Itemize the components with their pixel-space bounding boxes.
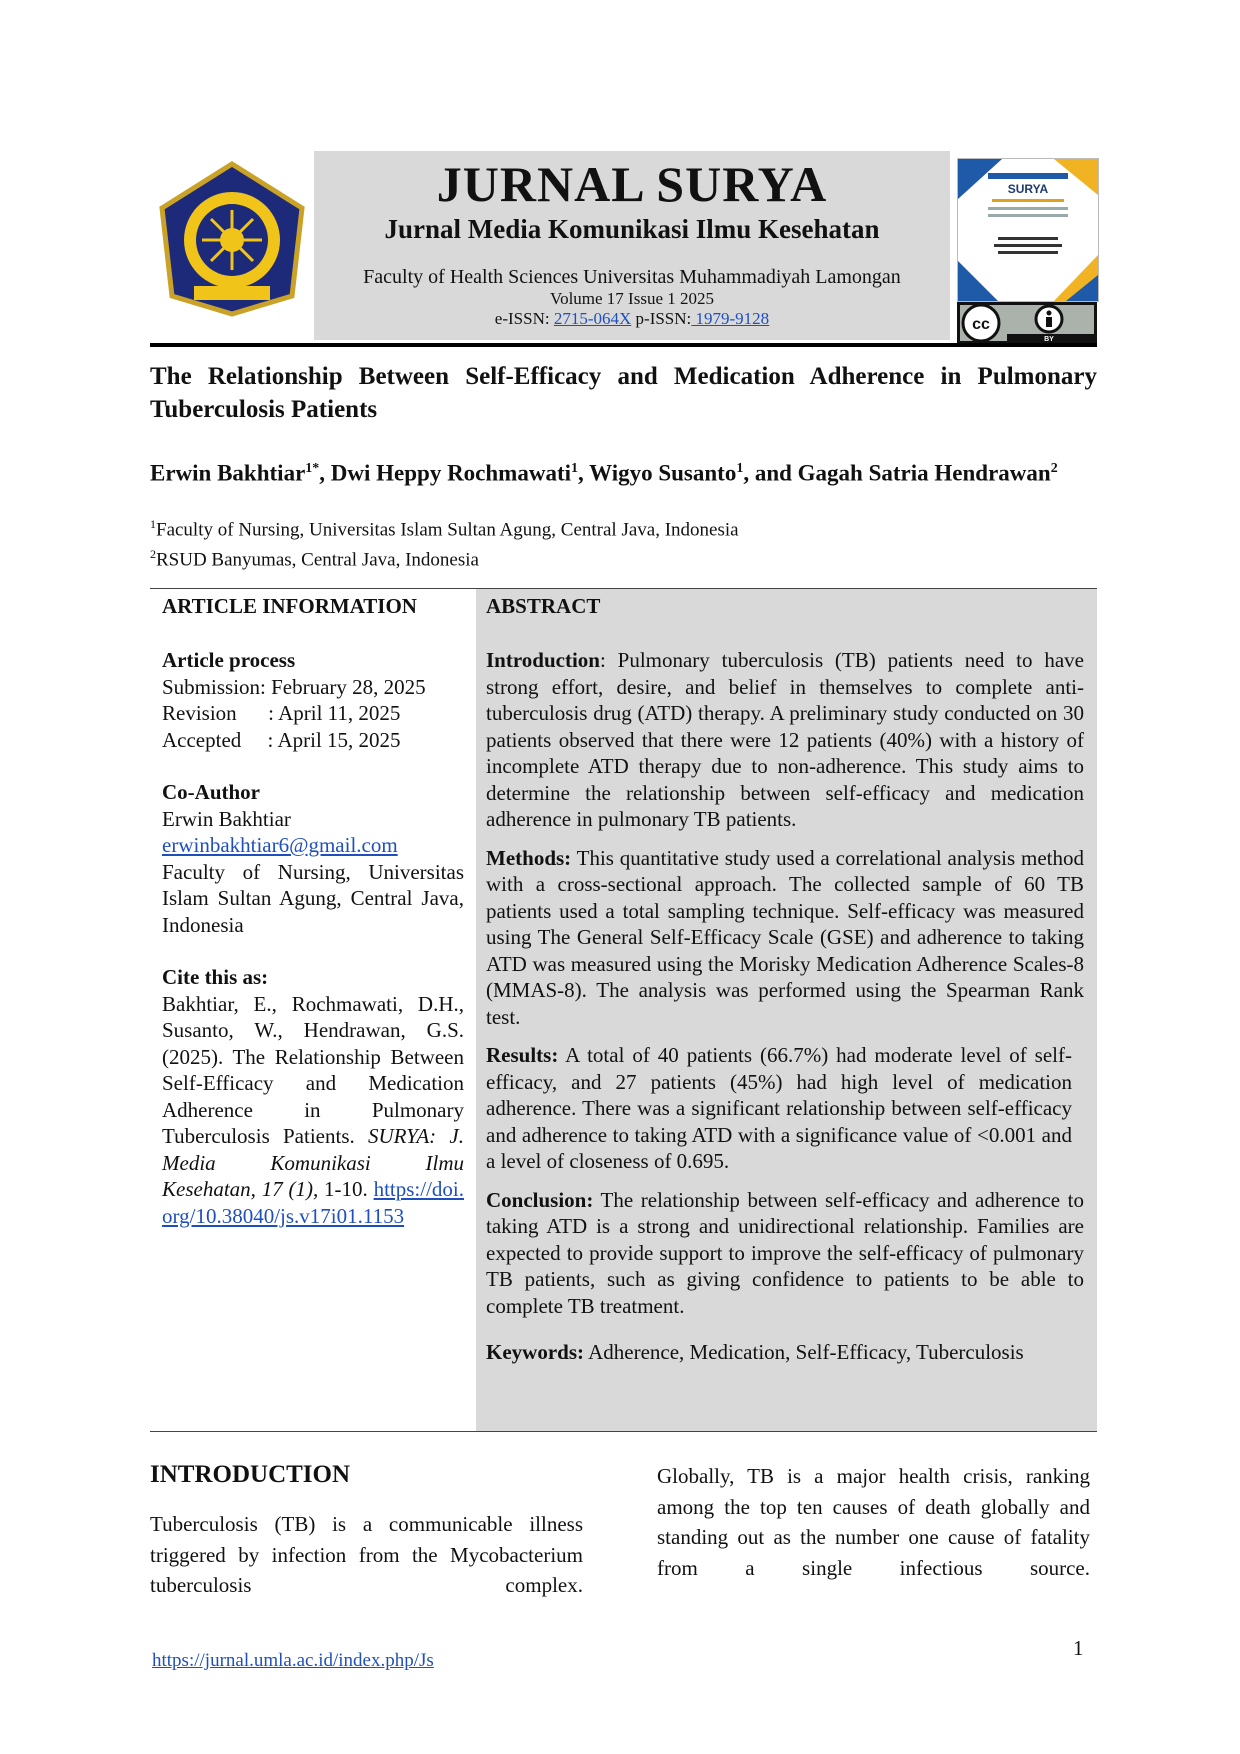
- accepted-date: Accepted : April 15, 2025: [162, 727, 401, 752]
- abstract-methods: [486, 845, 1084, 1031]
- abstract-results: [486, 1042, 1084, 1175]
- info-box-bottom-rule: [150, 1431, 1097, 1432]
- abstract-conclusion: [486, 1187, 1084, 1320]
- article-process-section: [162, 647, 464, 753]
- university-logo: [152, 160, 312, 318]
- author-name: Dwi Heppy Rochmawati: [330, 460, 572, 486]
- eissn-label: e-ISSN:: [494, 309, 554, 328]
- header-rule: [150, 343, 1097, 347]
- affiliation-item: [150, 512, 1097, 542]
- pissn-link[interactable]: 1979-9128: [691, 309, 770, 328]
- keywords-label: Keywords:: [486, 1340, 584, 1364]
- coauthor-affiliation: Faculty of Nursing, Universitas Islam Sultan Agung, Central Java, Indonesia: [162, 859, 464, 937]
- citation-section: [162, 964, 464, 1229]
- svg-text:BY: BY: [1044, 336, 1054, 343]
- faculty-name: Faculty of Health Sciences Universitas Muhammadiyah Lamongan: [363, 266, 901, 288]
- methods-label: Methods:: [486, 845, 572, 870]
- results-label: Results:: [486, 1043, 559, 1067]
- introduction-right-column: Globally, TB is a major health crisis, ranking among the top ten causes of death globally and standing out as the number one cause of fatality from a single infectious source.: [657, 1464, 1090, 1580]
- affiliation-text: Faculty of Nursing, Universitas Islam Sultan Agung, Central Java, Indonesia: [156, 519, 739, 541]
- introduction-left-column: Tuberculosis (TB) is a communicable illness triggered by infection from the Mycobacterium tuberculosis complex.: [150, 1512, 583, 1597]
- keywords-text: Adherence, Medication, Self-Efficacy, Tuberculosis: [584, 1340, 1024, 1364]
- affiliation-sup: 1: [150, 517, 156, 531]
- affiliation-list: [150, 512, 1097, 573]
- journal-cover-thumbnail: [957, 158, 1099, 302]
- journal-subtitle: Jurnal Media Komunikasi Ilmu Kesehatan: [384, 214, 880, 244]
- coauthor-heading: Co-Author: [162, 780, 260, 804]
- citation-journal: SURYA: J. Media Komunikasi Ilmu Kesehatan, 17 (1),: [162, 1124, 464, 1201]
- author-sup: 1*: [305, 461, 320, 476]
- cover-title: SURYA: [1007, 182, 1049, 196]
- author-separator: ,: [319, 460, 331, 486]
- svg-text:cc: cc: [972, 316, 990, 333]
- affiliation-sup: 2: [150, 547, 156, 562]
- eissn-link[interactable]: 2715-064X: [553, 309, 632, 328]
- author-sup: 1: [571, 461, 579, 476]
- abstract-introduction: [486, 647, 1084, 833]
- intro-label: Introduction: [486, 648, 600, 672]
- page-number: 1: [1073, 1636, 1084, 1660]
- author-separator: , and: [743, 460, 798, 486]
- author-separator: ,: [578, 460, 590, 486]
- author-sup: 2: [1050, 461, 1058, 476]
- journal-title: JURNAL SURYA: [436, 156, 828, 212]
- abstract-heading: ABSTRACT: [486, 594, 601, 618]
- article-info-heading: ARTICLE INFORMATION: [162, 594, 417, 618]
- article-process-heading: Article process: [162, 648, 296, 672]
- submission-date: Submission: February 28, 2025: [162, 674, 426, 699]
- affiliation-item: [150, 542, 1097, 572]
- author-name: Gagah Satria Hendrawan: [797, 460, 1051, 486]
- methods-text: This quantitative study used a correlational analysis method with a cross-sectional approach. The collected sample of 60 TB patients used a total sampling technique. Self-efficacy was measured using The General Self-Efficacy Scale (GSE) and adherence to taking ATD was measured using the Morisky Medication Adherence Scales-8 (MMAS-8). The analysis was performed using the Spearman Rank test.: [486, 845, 1084, 1029]
- author-list: [150, 454, 1097, 489]
- conclusion-text: The relationship between self-efficacy and adherence to taking ATD is a strong and unidirectional relationship. Families are expected to provide support to improve the self-efficacy of pulmonary TB patients, such as giving confidence to patients to be able to complete TB treatment.: [486, 1187, 1084, 1318]
- introduction-heading: INTRODUCTION: [150, 1461, 351, 1488]
- revision-date: Revision : April 11, 2025: [162, 701, 401, 725]
- abstract-keywords: [486, 1339, 1084, 1366]
- cc-by-icon: [957, 302, 1097, 344]
- author-name: Erwin Bakhtiar: [150, 460, 306, 486]
- conclusion-label: Conclusion:: [486, 1187, 594, 1212]
- author-sup: 1: [736, 461, 744, 476]
- results-text: A total of 40 patients (66.7%) had moderate level of self-efficacy, and 27 patients (45%) had high level of medication adherence. There was a significant relationship between self-efficacy and adherence to taking ATD with a significance value of <0.001 and a level of closeness of 0.695.: [486, 1043, 1072, 1173]
- author-name: Wigyo Susanto: [589, 460, 737, 486]
- pissn-label: p-ISSN:: [631, 309, 692, 328]
- issn-line: [314, 309, 950, 329]
- affiliation-text: RSUD Banyumas, Central Java, Indonesia: [156, 549, 479, 571]
- volume-issue: Volume 17 Issue 1 2025: [549, 289, 714, 308]
- journal-url-link[interactable]: https://jurnal.umla.ac.id/index.php/Js: [152, 1650, 434, 1671]
- doi-link[interactable]: https://doi.org/10.38040/js.v17i01.1153: [162, 1177, 465, 1228]
- citation-text: Bakhtiar, E., Rochmawati, D.H., Susanto, W., Hendrawan, G.S. (2025). The Relationship Between Self-Efficacy and Medication Adherence in Pulmonary Tuberculosis Patients.: [162, 991, 464, 1148]
- citation-pages: 1-10.: [318, 1177, 368, 1201]
- abstract-panel: [486, 589, 1084, 1378]
- coauthor-section: [162, 779, 464, 938]
- article-information-panel: [162, 589, 464, 1229]
- cite-heading: Cite this as:: [162, 965, 269, 989]
- intro-text: : Pulmonary tuberculosis (TB) patients need to have strong effort, desire, and belief in themselves to complete anti-tuberculosis drug (ATD) therapy. A preliminary study conducted on 30 patients observed that there were 12 patients (40%) with a history of incomplete ATD therapy due to non-adherence. This study aims to determine the relationship between self-efficacy and medication adherence in pulmonary TB patients.: [486, 648, 1084, 831]
- coauthor-email-link[interactable]: erwinbakhtiar6@gmail.com: [162, 833, 398, 857]
- journal-masthead: [314, 151, 950, 340]
- article-title: The Relationship Between Self-Efficacy and Medication Adherence in Pulmonary Tuberculosis Patients: [150, 363, 1097, 423]
- coauthor-name: Erwin Bakhtiar: [162, 806, 291, 831]
